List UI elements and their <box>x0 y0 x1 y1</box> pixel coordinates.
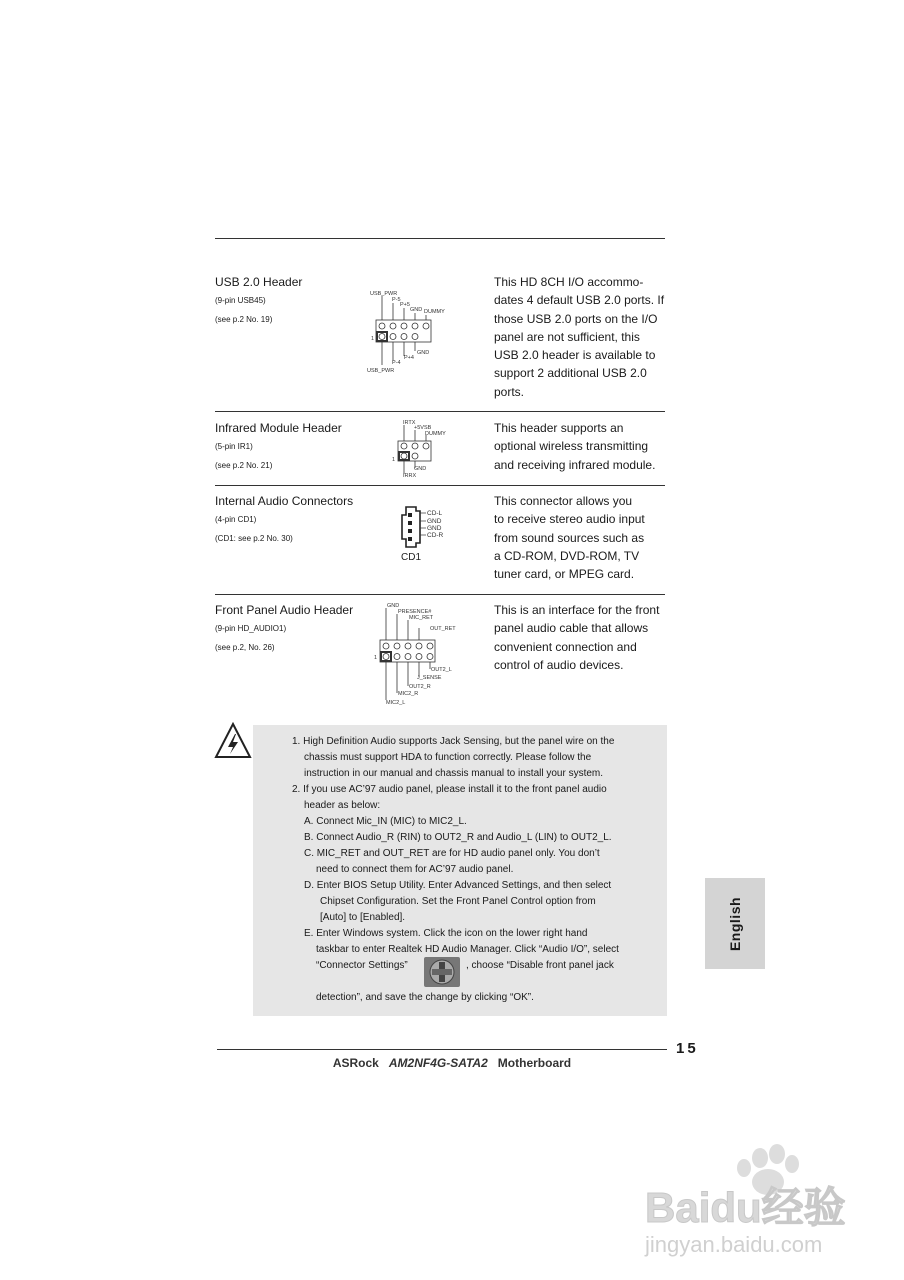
footer-text: ASRock AM2NF4G-SATA2 Motherboard <box>332 1056 572 1070</box>
svg-text:PRESENCE#: PRESENCE# <box>398 609 432 615</box>
ir-header-ref: (see p.2 No. 21) <box>215 461 273 470</box>
usb-pin-label: P+5 <box>400 302 410 308</box>
svg-text:IRTX: IRTX <box>403 420 416 426</box>
svg-text:GND: GND <box>427 525 442 532</box>
usb-header-pins: (9-pin USB45) <box>215 296 266 305</box>
baidu-watermark <box>640 1140 900 1280</box>
top-rule <box>215 238 665 239</box>
warning-icon <box>214 722 252 760</box>
svg-text:GND: GND <box>414 466 427 472</box>
svg-text:GND: GND <box>387 603 400 609</box>
footer-rule <box>217 1049 667 1050</box>
ir-header-title: Infrared Module Header <box>215 421 342 435</box>
svg-text:CD-R: CD-R <box>427 532 444 539</box>
ir-header-desc: This header supports an optional wireless transmitting and receiving infrared module. <box>494 421 656 472</box>
usb-pin-label: DUMMY <box>424 309 445 315</box>
hd-audio-desc: This is an interface for the front panel audio cable that allows convenient connection and control of audio devices. <box>494 603 660 672</box>
section-divider <box>215 594 665 595</box>
realtek-audio-manager-icon <box>424 957 460 987</box>
svg-text:CD-L: CD-L <box>427 510 443 517</box>
audio-note-box <box>253 725 667 1016</box>
ir-header-diagram <box>392 417 462 481</box>
usb-pin-label: P-4 <box>392 360 401 366</box>
svg-text:1: 1 <box>392 457 396 463</box>
svg-text:GND: GND <box>427 518 442 525</box>
usb-header-title: USB 2.0 Header <box>215 275 303 289</box>
cd-header-desc: This connector allows you to receive stereo audio input from sound sources such as a CD-ROM, DVD-ROM, TV tuner card, or MPEG card. <box>494 494 645 582</box>
svg-text:jingyan.baidu.com: jingyan.baidu.com <box>645 1232 823 1257</box>
svg-text:OUT2_R: OUT2_R <box>409 684 431 690</box>
svg-text:Baidu经验: Baidu经验 <box>645 1184 846 1231</box>
hd-audio-ref: (see p.2, No. 26) <box>215 643 275 652</box>
svg-text:MIC_RET: MIC_RET <box>409 615 434 621</box>
cd-header-ref: (CD1: see p.2 No. 30) <box>215 534 293 543</box>
cd-header-title: Internal Audio Connectors <box>215 494 354 508</box>
svg-text:+5VSB: +5VSB <box>414 425 432 431</box>
svg-text:DUMMY: DUMMY <box>425 431 446 437</box>
audio-note-text: 1. High Definition Audio supports Jack Sensing, but the panel wire on the chassis must support HDA to function correctly. Please follow the instruction in our manual and chassis manual to install your system. 2. If you use AC’97 audio panel, please install it to the front panel audio header as below: A. Connect Mic_IN (MIC) to MIC2_L. B. Connect Audio_R (RIN) to OUT2_R and Audio_L (LIN) to OUT2_L. C. MIC_RET and OUT_RET are for HD audio panel only. You don’t need to connect them for AC’97 audio panel. D. Enter BIOS Setup Utility. Enter Advanced Settings, and then select Chipset Configuration. Set the Front Panel Control option from [Auto] to [Enabled]. E. Enter Windows system. Click the icon on the lower right hand taskbar to enter Realtek HD Audio Manager. Click “Audio I/O”, select “Connector Settings” , choose “Disable front panel jack detection”, and save the change by clicking “OK”. <box>292 736 619 1003</box>
svg-text:OUT2_L: OUT2_L <box>431 667 452 673</box>
usb-pin-label: USB_PWR <box>370 291 398 297</box>
cd-header-pins: (4-pin CD1) <box>215 515 257 524</box>
language-tab: English <box>705 878 765 969</box>
usb-pin-label: USB_PWR <box>367 368 395 374</box>
usb-pin-label: GND <box>417 350 430 356</box>
usb-header-diagram <box>362 287 457 377</box>
svg-text:OUT_RET: OUT_RET <box>430 626 456 632</box>
usb-pin-label: GND <box>410 307 423 313</box>
hd-audio-title: Front Panel Audio Header <box>215 603 354 617</box>
svg-text:J_SENSE: J_SENSE <box>417 675 442 681</box>
section-divider <box>215 411 665 412</box>
svg-text:1: 1 <box>374 655 378 661</box>
svg-text:IRRX: IRRX <box>403 473 417 479</box>
section-divider <box>215 485 665 486</box>
page-number: 15 <box>676 1040 699 1057</box>
usb-pin1-label: 1 <box>371 336 375 342</box>
cd1-label: CD1 <box>401 552 422 563</box>
usb-pin-label: P+4 <box>404 355 414 361</box>
usb-header-ref: (see p.2 No. 19) <box>215 315 273 324</box>
cd-connector-diagram <box>396 503 456 565</box>
svg-text:MIC2_L: MIC2_L <box>386 700 406 706</box>
usb-pin-label: P-5 <box>392 297 401 303</box>
svg-text:MIC2_R: MIC2_R <box>398 691 419 697</box>
usb-header-desc: This HD 8CH I/O accommo- dates 4 default USB 2.0 ports. If those USB 2.0 ports on the I/O panel are not sufficient, this USB 2.0 header is available to support 2 additional USB 2.0 ports. <box>494 275 665 399</box>
hd-audio-pins: (9-pin HD_AUDIO1) <box>215 624 287 633</box>
ir-header-pins: (5-pin IR1) <box>215 442 253 451</box>
hd-audio-diagram <box>373 600 468 710</box>
